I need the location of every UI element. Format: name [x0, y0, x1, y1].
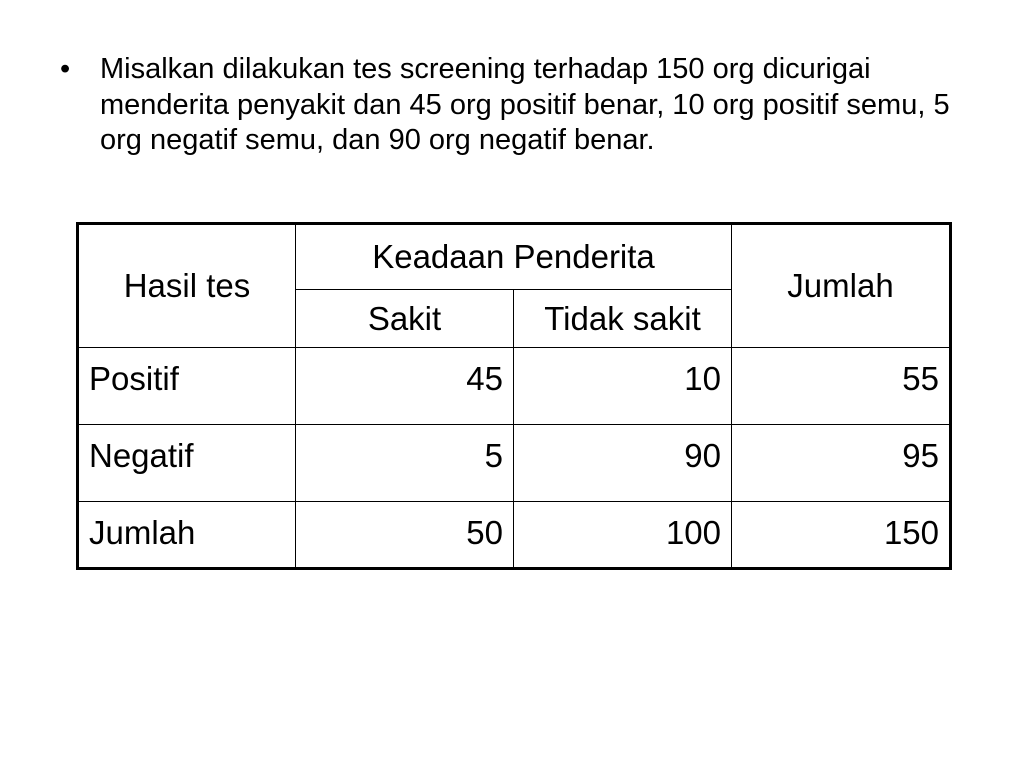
table-row — [78, 502, 951, 569]
header-sakit: Sakit — [296, 290, 514, 348]
header-keadaan-penderita: Keadaan Penderita — [296, 224, 732, 290]
row-label: Jumlah — [78, 502, 296, 569]
header-tidak-sakit: Tidak sakit — [514, 290, 732, 348]
bullet-text: Misalkan dilakukan tes screening terhadap 150 org dicurigai menderita penyakit dan 45 org positif benar, 10 org positif semu, 5 org negatif semu, dan 90 org negatif benar. — [100, 53, 950, 156]
table-row — [78, 348, 951, 425]
cell-sakit: 50 — [296, 502, 514, 569]
cell-jumlah: 95 — [732, 425, 951, 502]
cell-sakit: 5 — [296, 425, 514, 502]
contingency-table — [76, 222, 952, 570]
bullet-marker: • — [60, 53, 71, 85]
row-label: Negatif — [78, 425, 296, 502]
cell-tidak-sakit: 100 — [514, 502, 732, 569]
cell-tidak-sakit: 10 — [514, 348, 732, 425]
cell-jumlah: 150 — [732, 502, 951, 569]
cell-jumlah: 55 — [732, 348, 951, 425]
table-row — [78, 425, 951, 502]
header-jumlah: Jumlah — [732, 224, 951, 348]
row-label: Positif — [78, 348, 296, 425]
header-hasil-tes: Hasil tes — [78, 224, 296, 348]
cell-sakit: 45 — [296, 348, 514, 425]
bullet-paragraph — [60, 52, 970, 159]
header-row-1 — [78, 224, 951, 290]
cell-tidak-sakit: 90 — [514, 425, 732, 502]
